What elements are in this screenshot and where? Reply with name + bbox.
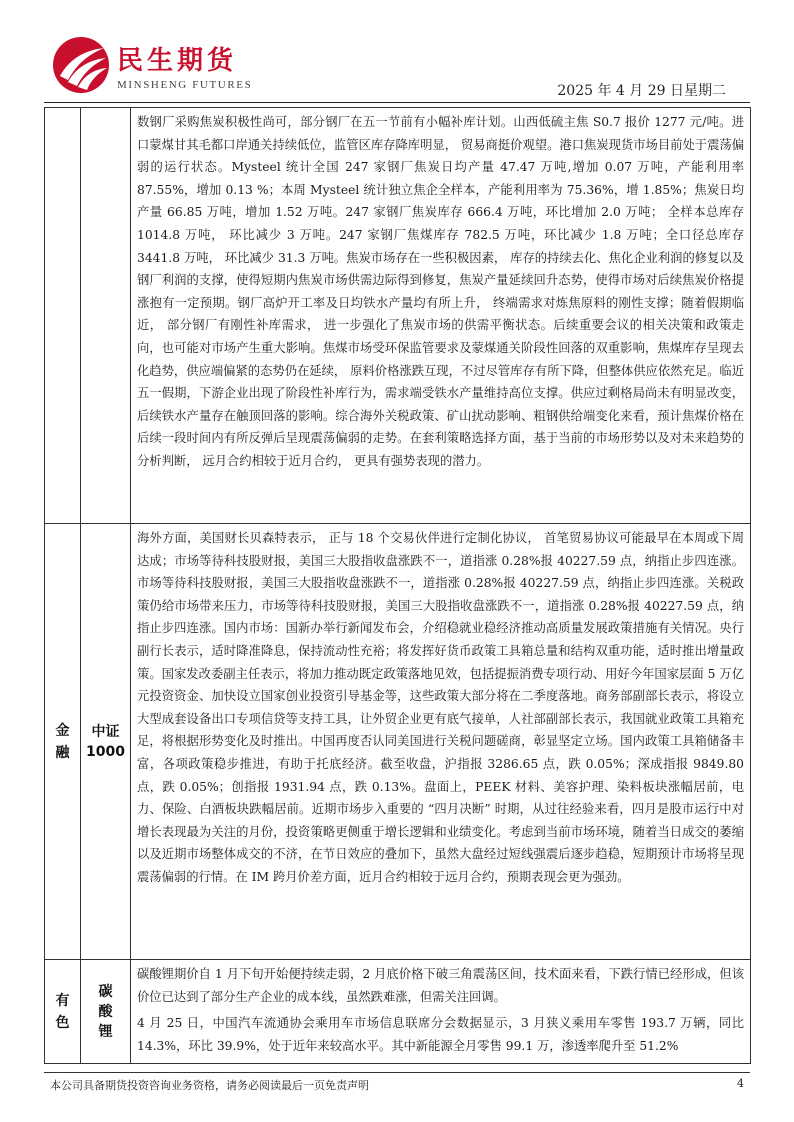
- product-label: 碳酸锂: [98, 983, 113, 1040]
- product-cell: [81, 960, 131, 1064]
- brand-name-en: MINSHENG FUTURES: [117, 79, 253, 91]
- product-cell: [81, 524, 131, 960]
- analysis-paragraph: 4 月 25 日，中国汽车流通协会乘用车市场信息联席分会数据显示，3 月狭义乘用车零售 193.7 万辆，同比 14.3%，环比 39.9%，处于近年来较高水平。其中新能源全月零售 99.1 万，渗透率爬升至 51.2%: [137, 1016, 744, 1053]
- table-row: [45, 960, 751, 1064]
- category-cell: [45, 960, 81, 1064]
- analysis-paragraph: 海外方面，美国财长贝森特表示， 正与 18 个交易伙伴进行定制化协议， 首笔贸易协议可能最早在本周或下周达成；市场等待科技股财报，美国三大股指收盘涨跌不一，道指涨 0.28%报 40227.59 点，纳指止步四连涨。市场等待科技股财报，美国三大股指收盘涨跌不一，道指涨 0.28%报 40227.59 点，纳指止步四连涨。关税政策仍给市场带来压力，市场等待科技股财报，美国三大股指收盘涨跌不一，道指涨 0.28%报 40227.59 点，纳指止步四连涨。国内市场：国新办举行新闻发布会，介绍稳就业稳经济推动高质量发展政策措施有关情况。央行副行长表示，适时降准降息，保持流动性充裕；将发挥好货币政策工具箱总量和结构双重功能，适时推出增量政策。国家发改委副主任表示，将加力推动既定政策落地见效，包括提振消费专项行动、用好今年国家层面 5 万亿元投资资金、加快设立国家创业投资引导基金等，这些政策大部分将在二季度落地。商务部副部长表示，将设立大型成套设备出口专项信贷等支持工具，让外贸企业更有底气接单，人社部副部长表示，我国就业政策工具箱充足，将根据形势变化及时推出。中国再度否认同美国进行关税问题磋商，彰显坚定立场。国内政策工具箱储备丰富，各项政策稳步推进，有助于托底经济。截至收盘，沪指报 3286.65 点，跌 0.05%；深成指报 9849.80 点，跌 0.05%；创指报 1931.94 点，跌 0.13%。盘面上，PEEK 材料、美容护理、染料板块涨幅居前，电力、保险、白酒板块跌幅居前。近期市场步入重要的 “四月决断” 时期，从过往经验来看，四月是股市运行中对增长表现最为关注的月份，投资策略更侧重于增长逻辑和业绩变化。考虑到当前市场环境，随着当日成交的萎缩以及近期市场整体成交的不济，在节日效应的叠加下，虽然大盘经过短线强震后逐步趋稳，短期预计市场将呈现震荡偏弱的行情。在 IM 跨月价差方面，近月合约相较于远月合约，预期表现会更为强劲。: [137, 531, 744, 884]
- analysis-paragraph: 数钢厂采购焦炭积极性尚可，部分钢厂在五一节前有小幅补库计划。山西低硫主焦 S0.7 报价 1277 元/吨。进口蒙煤甘其毛都口岸通关持续低位，监管区库存降库明显， 贸易商挺价观望。港口焦炭现货市场目前处于震荡偏弱的运行状态。Mysteel 统计全国 247 家钢厂焦炭日均产量 47.47 万吨,增加 0.07 万吨，产能利用率 87.55%，增加 0.13 %；本周 Mysteel 统计独立焦企全样本，产能利用率为 75.36%，增 1.85%；焦炭日均产量 66.85 万吨，增加 1.52 万吨。247 家钢厂焦炭库存 666.4 万吨，环比增加 2.0 万吨； 全样本总库存 1014.8 万吨， 环比减少 3 万吨。247 家钢厂焦煤库存 782.5 万吨，环比减少 1.8 万吨；全口径总库存 3441.8 万吨， 环比减少 31.3 万吨。焦炭市场存在一些积极因素， 库存的持续去化、焦化企业利润的修复以及钢厂利润的支撑，使得短期内焦炭市场供需边际得到修复，焦炭产量延续回升态势，使得市场对后续焦炭价格提涨抱有一定预期。钢厂高炉开工率及日均铁水产量均有所上升， 终端需求对炼焦原料的刚性支撑；随着假期临近， 部分钢厂有刚性补库需求， 进一步强化了焦炭市场的供需平衡状态。后续重要会议的相关决策和政策走向，也可能对市场产生重大影响。焦煤市场受环保监管要求及蒙煤通关阶段性回落的双重影响，焦煤库存呈现去化趋势，供应端偏紧的态势仍在延续， 原料价格涨跌互现，不过尽管库存有所下降，但整体供应依然充足。临近五一假期，下游企业出现了阶段性补库行为，需求端受铁水产量维持高位支撑。供应过剩格局尚未有明显改变，后续铁水产量存在触顶回落的影响。综合海外关税政策、矿山扰动影响、粗钢供给端变化来看，预计焦煤价格在后续一段时间内有所反弹后呈现震荡偏弱的走势。在套利策略选择方面，基于当前的市场形势以及对未来趋势的分析判断， 远月合约相较于近月合约， 更具有强势表现的潜力。: [137, 115, 744, 468]
- analysis-paragraph: 碳酸锂期价自 1 月下旬开始便持续走弱，2 月底价格下破三角震荡区间，技术面来看，下跌行情已经形成，但该价位已达到了部分生产企业的成本线，虽然跌难涨，但需关注回调。: [137, 967, 744, 1004]
- minsheng-logo-icon: [52, 36, 110, 94]
- brand-name-cn: 民生期货: [117, 46, 238, 76]
- report-date: 2025 年 4 月 29 日星期二: [557, 83, 726, 99]
- product-cell: [81, 108, 131, 524]
- footer-divider: [44, 1072, 750, 1073]
- product-label: 中证1000: [86, 723, 125, 760]
- header-divider: [44, 102, 750, 103]
- analysis-cell: [131, 108, 751, 524]
- analysis-cell: [131, 524, 751, 960]
- table-row: [45, 524, 751, 960]
- footer-disclaimer: 本公司具备期货投资咨询业务资格，请务必阅读最后一页免责声明: [50, 1079, 369, 1092]
- category-label: 有色: [55, 992, 70, 1031]
- analysis-cell: [131, 960, 751, 1064]
- table-row: [45, 108, 751, 524]
- page-header: [0, 0, 794, 108]
- commodity-analysis-table: [44, 107, 751, 1064]
- category-label: 金融: [55, 722, 70, 761]
- page-number: 4: [737, 1077, 744, 1090]
- category-cell: [45, 108, 81, 524]
- category-cell: [45, 524, 81, 960]
